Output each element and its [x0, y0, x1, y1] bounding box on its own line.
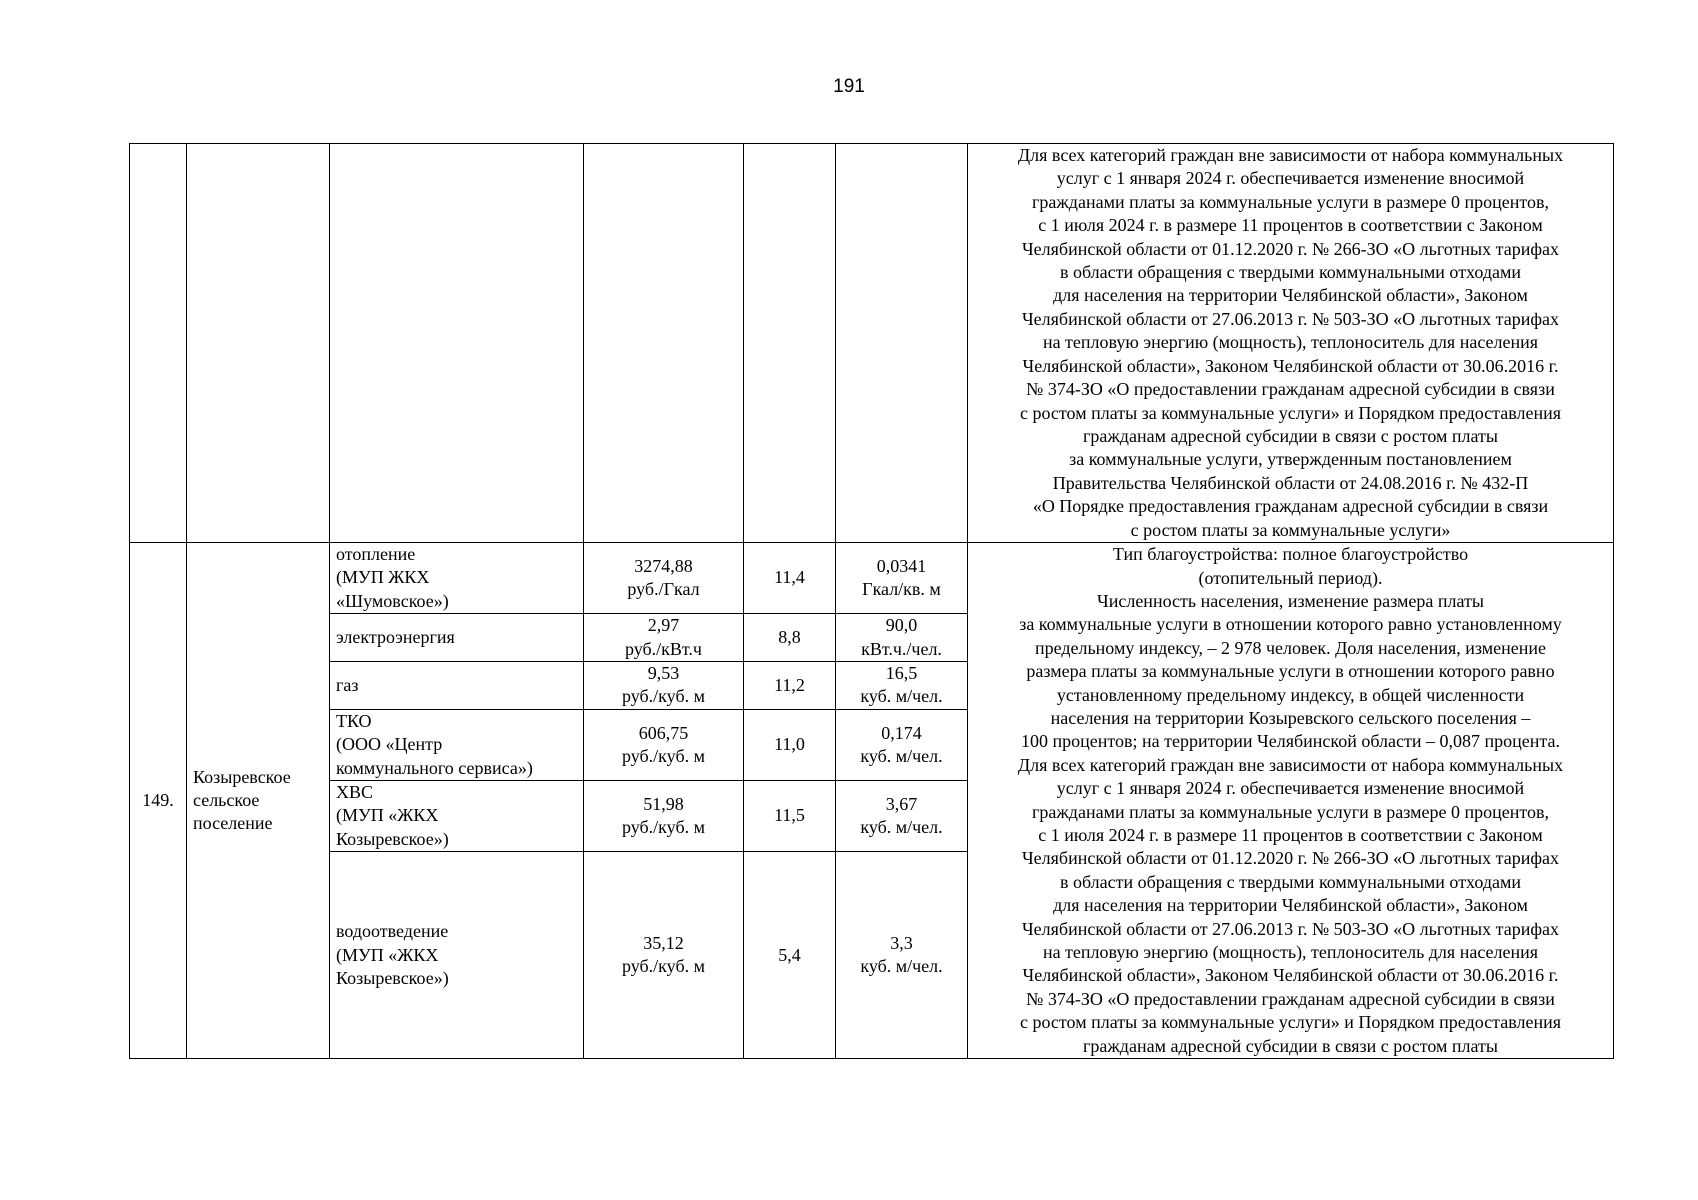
text-line: руб./куб. м: [622, 817, 705, 838]
text-line: руб./куб. м: [622, 686, 705, 707]
volume-cell: [836, 709, 968, 780]
text-line: для населения на территории Челябинской области», Законом: [1053, 285, 1528, 306]
index-cell: [744, 709, 836, 780]
text-line: 90,0: [885, 615, 918, 636]
text-line: (МУП ЖКХ: [336, 567, 430, 588]
text-line: руб./кВт.ч: [624, 638, 702, 659]
text-line: (ООО «Центр: [336, 734, 443, 755]
empty-cell: [836, 144, 968, 543]
text-line: Козыревское»): [336, 828, 449, 849]
text-line: отопление: [336, 544, 416, 564]
text-line: № 374-ЗО «О предоставлении гражданам адресной субсидии в связи: [1026, 988, 1555, 1009]
index-value: 11,0: [774, 734, 805, 755]
text-line: (отопительный период).: [1198, 567, 1383, 588]
text-line: куб. м/чел.: [860, 686, 943, 707]
empty-cell: [187, 144, 330, 543]
index-cell: [744, 781, 836, 852]
service-name: [336, 710, 577, 780]
text-line: населения на территории Козыревского сельского поселения –: [1050, 708, 1531, 729]
tariff-value: [590, 662, 737, 709]
text-line: электроэнергия: [336, 626, 455, 647]
text-line: куб. м/чел.: [860, 956, 943, 977]
text-line: гражданам адресной субсидии в связи с ростом платы: [1082, 425, 1498, 446]
text-line: Правительства Челябинской области от 24.08.2016 г. № 432-П: [1052, 472, 1529, 493]
volume-value: [842, 662, 961, 709]
text-line: 3274,88: [634, 555, 693, 576]
text-line: с ростом платы за коммунальные услуги» и Порядком предоставления: [1019, 1012, 1562, 1033]
index-cell: [744, 543, 836, 614]
continuation-note-text: [974, 144, 1607, 542]
text-line: за коммунальные услуги, утвержденным постановлением: [1069, 449, 1512, 470]
text-line: Челябинской области», Законом Челябинской области от 30.06.2016 г.: [1022, 355, 1559, 376]
volume-value: [842, 793, 961, 840]
text-line: Гкал/кв. м: [862, 579, 941, 600]
text-line: установленному предельному индексу, в общей численности: [1056, 684, 1525, 705]
volume-value: [842, 614, 961, 661]
text-line: (МУП «ЖКХ: [336, 805, 439, 826]
text-line: коммунального сервиса»): [336, 757, 533, 778]
tariff-cell: [584, 662, 744, 710]
text-line: руб./куб. м: [622, 956, 705, 977]
index-cell: [744, 614, 836, 662]
text-line: за коммунальные услуги в отношении которого равно установленному: [1019, 614, 1562, 635]
text-line: кВт.ч./чел.: [861, 638, 942, 659]
text-line: 9,53: [647, 663, 680, 684]
text-line: Челябинской области от 01.12.2020 г. № 266-ЗО «О льготных тарифах: [1021, 848, 1559, 869]
text-line: Для всех категорий граждан вне зависимости от набора коммунальных: [1017, 145, 1564, 166]
index-value: 5,4: [778, 944, 801, 965]
text-line: водоотведение: [336, 921, 449, 942]
tariff-cell: [584, 543, 744, 614]
text-line: гражданам адресной субсидии в связи с ростом платы: [1082, 1035, 1498, 1056]
text-line: на тепловую энергию (мощность), теплоноситель для населения: [1042, 332, 1539, 353]
text-line: гражданами платы за коммунальные услуги в размере 0 процентов,: [1032, 801, 1549, 822]
volume-value: [842, 932, 961, 979]
municipality-name: [193, 766, 323, 836]
index-value: 8,8: [778, 626, 801, 647]
tariff-value: [590, 793, 737, 840]
text-line: с 1 июля 2024 г. в размере 11 процентов в соответствии с Законом: [1038, 825, 1543, 846]
index-value: 11,2: [774, 674, 805, 695]
tariff-cell: [584, 781, 744, 852]
text-line: в области обращения с твердыми коммунальными отходами: [1059, 871, 1522, 892]
text-line: (МУП «ЖКХ: [336, 944, 439, 965]
tariff-value: [590, 932, 737, 979]
page-number: 191: [833, 76, 865, 97]
text-line: куб. м/чел.: [860, 745, 943, 766]
text-line: поселение: [193, 813, 273, 834]
table-row-continuation: [130, 144, 1614, 543]
text-line: на тепловую энергию (мощность), теплоноситель для населения: [1042, 942, 1539, 963]
text-line: 3,67: [885, 793, 918, 814]
text-line: куб. м/чел.: [860, 817, 943, 838]
text-line: для населения на территории Челябинской области», Законом: [1053, 895, 1528, 916]
text-line: руб./куб. м: [622, 745, 705, 766]
text-line: сельское: [193, 789, 260, 810]
text-line: «О Порядке предоставления гражданам адресной субсидии в связи: [1032, 496, 1549, 517]
row-number: 149.: [142, 789, 174, 810]
text-line: Тип благоустройства: полное благоустройство: [1112, 544, 1469, 565]
service-name: [336, 626, 577, 649]
text-line: с ростом платы за коммунальные услуги» и Порядком предоставления: [1019, 402, 1562, 423]
service-name-cell: [330, 662, 584, 710]
service-name-cell: [330, 709, 584, 780]
text-line: ТКО: [336, 710, 372, 731]
index-cell: [744, 852, 836, 1059]
text-line: Челябинской области от 27.06.2013 г. № 503-ЗО «О льготных тарифах: [1021, 308, 1559, 329]
text-line: Козыревское»): [336, 967, 449, 988]
empty-cell: [330, 144, 584, 543]
text-line: в области обращения с твердыми коммунальными отходами: [1059, 262, 1522, 283]
volume-cell: [836, 543, 968, 614]
volume-cell: [836, 662, 968, 710]
text-line: гражданами платы за коммунальные услуги в размере 0 процентов,: [1032, 191, 1549, 212]
service-name: [336, 543, 577, 613]
text-line: услуг с 1 января 2024 г. обеспечивается изменение вносимой: [1056, 778, 1525, 799]
text-line: услуг с 1 января 2024 г. обеспечивается изменение вносимой: [1056, 168, 1525, 189]
empty-cell: [744, 144, 836, 543]
text-line: 35,12: [643, 932, 684, 953]
tariff-value: [590, 614, 737, 661]
tariff-table: [129, 143, 1614, 1059]
service-name-cell: [330, 852, 584, 1059]
text-line: с ростом платы за коммунальные услуги»: [1130, 519, 1451, 540]
volume-value: [842, 722, 961, 769]
service-name-cell: [330, 543, 584, 614]
text-line: Челябинской области от 01.12.2020 г. № 266-ЗО «О льготных тарифах: [1021, 238, 1559, 259]
text-line: газ: [336, 674, 359, 695]
index-value: 11,4: [774, 567, 805, 588]
index-value: 11,5: [774, 805, 805, 826]
text-line: 51,98: [643, 793, 684, 814]
tariff-value: [590, 722, 737, 769]
text-line: Для всех категорий граждан вне зависимости от набора коммунальных: [1017, 754, 1564, 775]
volume-cell: [836, 781, 968, 852]
note-cell: [968, 543, 1614, 1059]
note-text: [974, 543, 1607, 1058]
service-name: [336, 920, 577, 990]
text-line: руб./Гкал: [627, 579, 700, 600]
volume-value: [842, 555, 961, 602]
volume-cell: [836, 614, 968, 662]
empty-cell: [584, 144, 744, 543]
volume-cell: [836, 852, 968, 1059]
text-line: ХВС: [336, 782, 374, 803]
text-line: Козыревское: [193, 766, 291, 787]
text-line: с 1 июля 2024 г. в размере 11 процентов в соответствии с Законом: [1038, 215, 1543, 236]
text-line: 3,3: [890, 932, 913, 953]
text-line: № 374-ЗО «О предоставлении гражданам адресной субсидии в связи: [1026, 379, 1555, 400]
tariff-cell: [584, 709, 744, 780]
index-cell: [744, 662, 836, 710]
text-line: 606,75: [638, 722, 689, 743]
text-line: Численность населения, изменение размера платы: [1097, 590, 1484, 611]
text-line: 16,5: [885, 663, 918, 684]
municipality-cell: [187, 543, 330, 1059]
empty-cell: [130, 144, 187, 543]
continuation-note-cell: [968, 144, 1614, 543]
text-line: «Шумовское»): [336, 590, 449, 611]
text-line: Челябинской области», Законом Челябинской области от 30.06.2016 г.: [1022, 965, 1559, 986]
text-line: 2,97: [647, 615, 680, 636]
tariff-value: [590, 555, 737, 602]
text-line: 0,0341: [876, 555, 927, 576]
service-name-cell: [330, 781, 584, 852]
row-number-cell: [130, 543, 187, 1059]
text-line: 0,174: [881, 722, 922, 743]
text-line: предельному индексу, – 2 978 человек. Доля населения, изменение: [1034, 637, 1547, 658]
tariff-cell: [584, 614, 744, 662]
text-line: 100 процентов; на территории Челябинской области – 0,087 процента.: [1021, 731, 1560, 752]
text-line: размера платы за коммунальные услуги в отношении которого равно: [1026, 661, 1555, 682]
service-name: [336, 674, 577, 697]
service-name-cell: [330, 614, 584, 662]
tariff-cell: [584, 852, 744, 1059]
service-name: [336, 781, 577, 851]
text-line: Челябинской области от 27.06.2013 г. № 503-ЗО «О льготных тарифах: [1021, 918, 1559, 939]
table-row: [130, 543, 1614, 614]
